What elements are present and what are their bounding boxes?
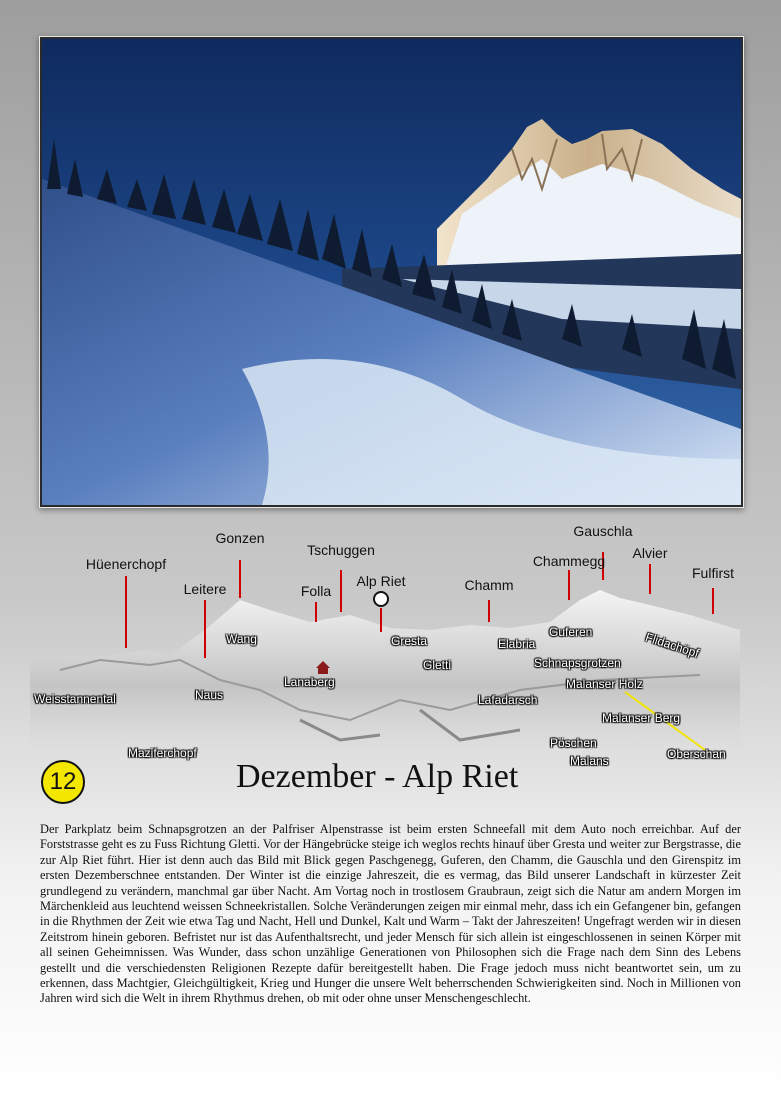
peak-label-chammegg: Chammegg [532, 553, 606, 569]
peak-label-chamm: Chamm [464, 577, 514, 593]
place-label-flidachoepf: Flidachöpf [643, 630, 701, 661]
place-label-schnapsgrotzen: Schnapsgrotzen [534, 656, 621, 670]
peak-label-alvier: Alvier [632, 545, 668, 561]
peak-label-huenerchopf: Hüenerchopf [85, 556, 167, 572]
page-title: Dezember - Alp Riet [236, 758, 519, 795]
place-label-guferen: Guferen [549, 625, 593, 639]
place-label-gresta: Gresta [391, 634, 428, 648]
place-label-weisstannental: Weisstannental [34, 692, 116, 706]
peak-label-fulfirst: Fulfirst [692, 565, 734, 581]
place-label-maziferchopf: Maziferchopf [128, 746, 197, 760]
photo-image [42, 39, 741, 505]
place-label-lanaberg: Lanaberg [284, 675, 335, 689]
body-paragraph: Der Parkplatz beim Schnapsgrotzen an der Palfriser Alpenstrasse ist beim ersten Schneefall mit dem Auto noch erreichbar. Auf der Forststrasse geht es zu Fuss Richtung Gletti. Vor der Hängebrücke steige ich weglos rechts hinauf über Gresta und weiter zur Bergstrasse, die zur Alp Riet führt. Hier ist denn auch das Bild mit Blick gegen Paschgenegg, Guferen, den Chamm, die Gauschla und den Girenspitz im ersten Dezemberschnee entstanden. Der Winter ist die einzige Jahreszeit, die es vermag, das Bild unserer Landschaft in kürzester Zeit grundlegend zu verändern, manchmal gar über Nacht. Am Vortag noch in trostlosem Graubraun, zeigt sich die Natur am andern Morgen im Märchenkleid aus leuchtend weissen Schneekristallen. Solche Veränderungen zeigen mir einmal mehr, dass ich ein Gefangener bin, gefangen in die Rhythmen der Zeit wie etwa Tag und Nacht, Hell und Dunkel, Kalt und Warm – Takt der Jahreszeiten! Ungefragt werden wir in diesen Zeitstrom hinein geboren. Befristet nur ist das Aufenthaltsrecht, und jeder Mensch für sich allein ist eingeschlossenen in seinen Körper mit all seinen Geheimnissen. Was Wunder, dass schon unzählige Generationen von Philosophen sich die Frage nach dem Sinn des Lebens gestellt und die verschiedensten Religionen Rezepte dafür bereitgestellt haben. Die Frage jedoch muss nicht beantwortet sein, um zu erkennen, dass Machtgier, Gleichgültigkeit, Krieg und Hunger die unsere Welt beherrschenden Schwierigkeiten sind. Noch in Millionen von Jahren wird sich die Welt in ihrem Rhythmus drehen, ob mit oder ohne unser Menschengeschlecht. [40, 822, 741, 1006]
place-label-gletti: Gletti [423, 658, 452, 672]
peak-label-gauschla: Gauschla [573, 523, 633, 539]
winter-landscape-photo [39, 36, 744, 508]
peak-label-leitere: Leitere [183, 581, 227, 597]
chapter-number-badge: 12 [41, 760, 85, 804]
peak-label-alp-riet: Alp Riet [356, 573, 406, 589]
place-label-malanser-holz: Malanser Holz [566, 677, 643, 691]
place-label-poeschen: Pöschen [550, 736, 597, 750]
place-label-wang: Wang [226, 632, 257, 646]
place-label-oberschan: Oberschan [667, 747, 726, 761]
place-label-malanser-berg: Malanser Berg [602, 711, 681, 725]
relief-shape [30, 590, 740, 750]
place-label-lafadarsch: Lafadarsch [478, 693, 538, 707]
peak-label-tschuggen: Tschuggen [307, 542, 375, 558]
place-label-elabria: Elabria [498, 637, 536, 651]
place-label-malans: Malans [570, 754, 609, 768]
alp-riet-marker [374, 592, 388, 606]
peak-label-gonzen: Gonzen [215, 530, 265, 546]
place-label-naus: Naus [195, 688, 224, 702]
peak-label-folla: Folla [300, 583, 332, 599]
